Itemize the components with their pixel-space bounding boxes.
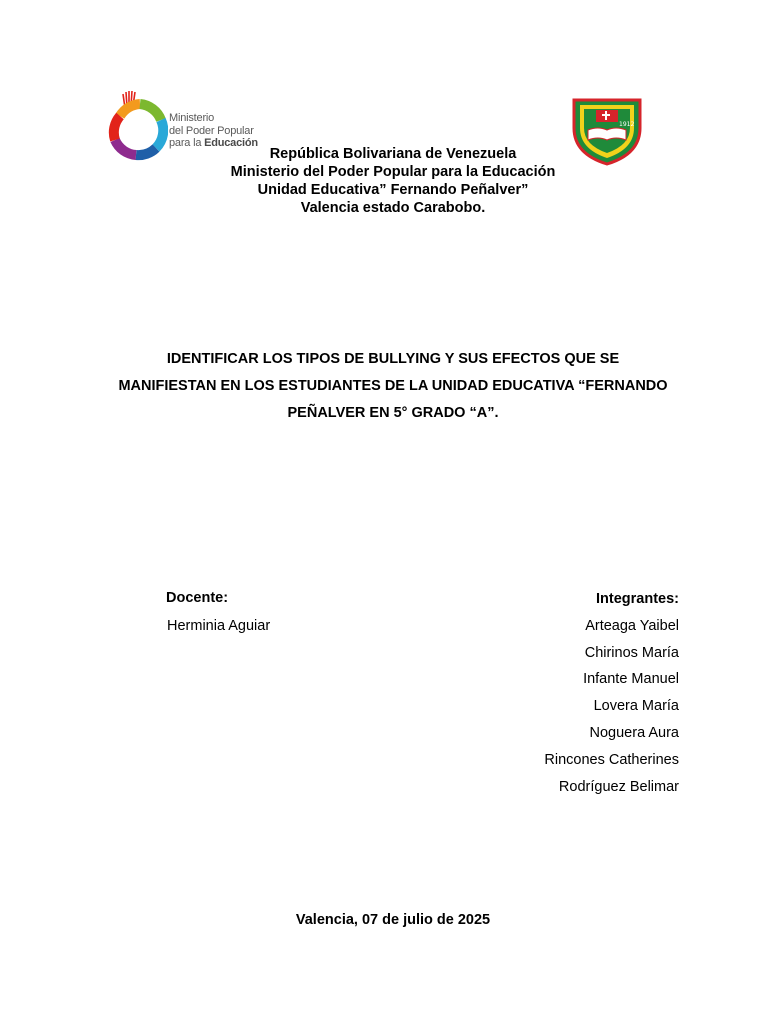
member-item: Noguera Aura bbox=[589, 724, 679, 741]
member-item: Rincones Catherines bbox=[544, 751, 679, 768]
footer-date: Valencia, 07 de julio de 2025 bbox=[295, 912, 491, 928]
header-line2: Ministerio del Poder Popular para la Educación bbox=[230, 164, 556, 180]
title-line1: IDENTIFICAR LOS TIPOS DE BULLYING Y SUS EFECTOS QUE SE bbox=[166, 351, 620, 367]
docente-label: Docente: bbox=[166, 590, 229, 606]
header-line3: Unidad Educativa” Fernando Peñalver” bbox=[257, 182, 529, 198]
ministerio-logo-text bbox=[169, 112, 258, 150]
ministerio-line3-prefix: para la bbox=[169, 137, 205, 149]
header-line4: Valencia estado Carabobo. bbox=[300, 200, 486, 216]
integrantes-label: Integrantes: bbox=[596, 591, 679, 607]
member-item: Lovera María bbox=[593, 698, 679, 715]
header-line1: República Bolivariana de Venezuela bbox=[269, 146, 517, 162]
document-title bbox=[100, 346, 686, 427]
member-item: Rodríguez Belimar bbox=[558, 778, 679, 795]
member-item: Arteaga Yaibel bbox=[585, 617, 679, 634]
member-item: Chirinos María bbox=[584, 644, 679, 661]
title-line3: PEÑALVER EN 5° GRADO “A”. bbox=[287, 405, 499, 421]
title-line2: MANIFIESTAN EN LOS ESTUDIANTES DE LA UNIDAD EDUCATIVA “FERNANDO bbox=[118, 378, 668, 394]
member-item: Infante Manuel bbox=[583, 671, 679, 688]
integrantes-list bbox=[544, 586, 679, 800]
ministerio-line1: Ministerio bbox=[169, 112, 215, 124]
shield-year: 1912 bbox=[619, 121, 635, 128]
ministerio-line3-bold: Educación bbox=[204, 137, 258, 149]
docente-name: Herminia Aguiar bbox=[167, 618, 271, 634]
institution-header bbox=[0, 145, 768, 217]
ministerio-line2: del Poder Popular bbox=[169, 124, 254, 137]
